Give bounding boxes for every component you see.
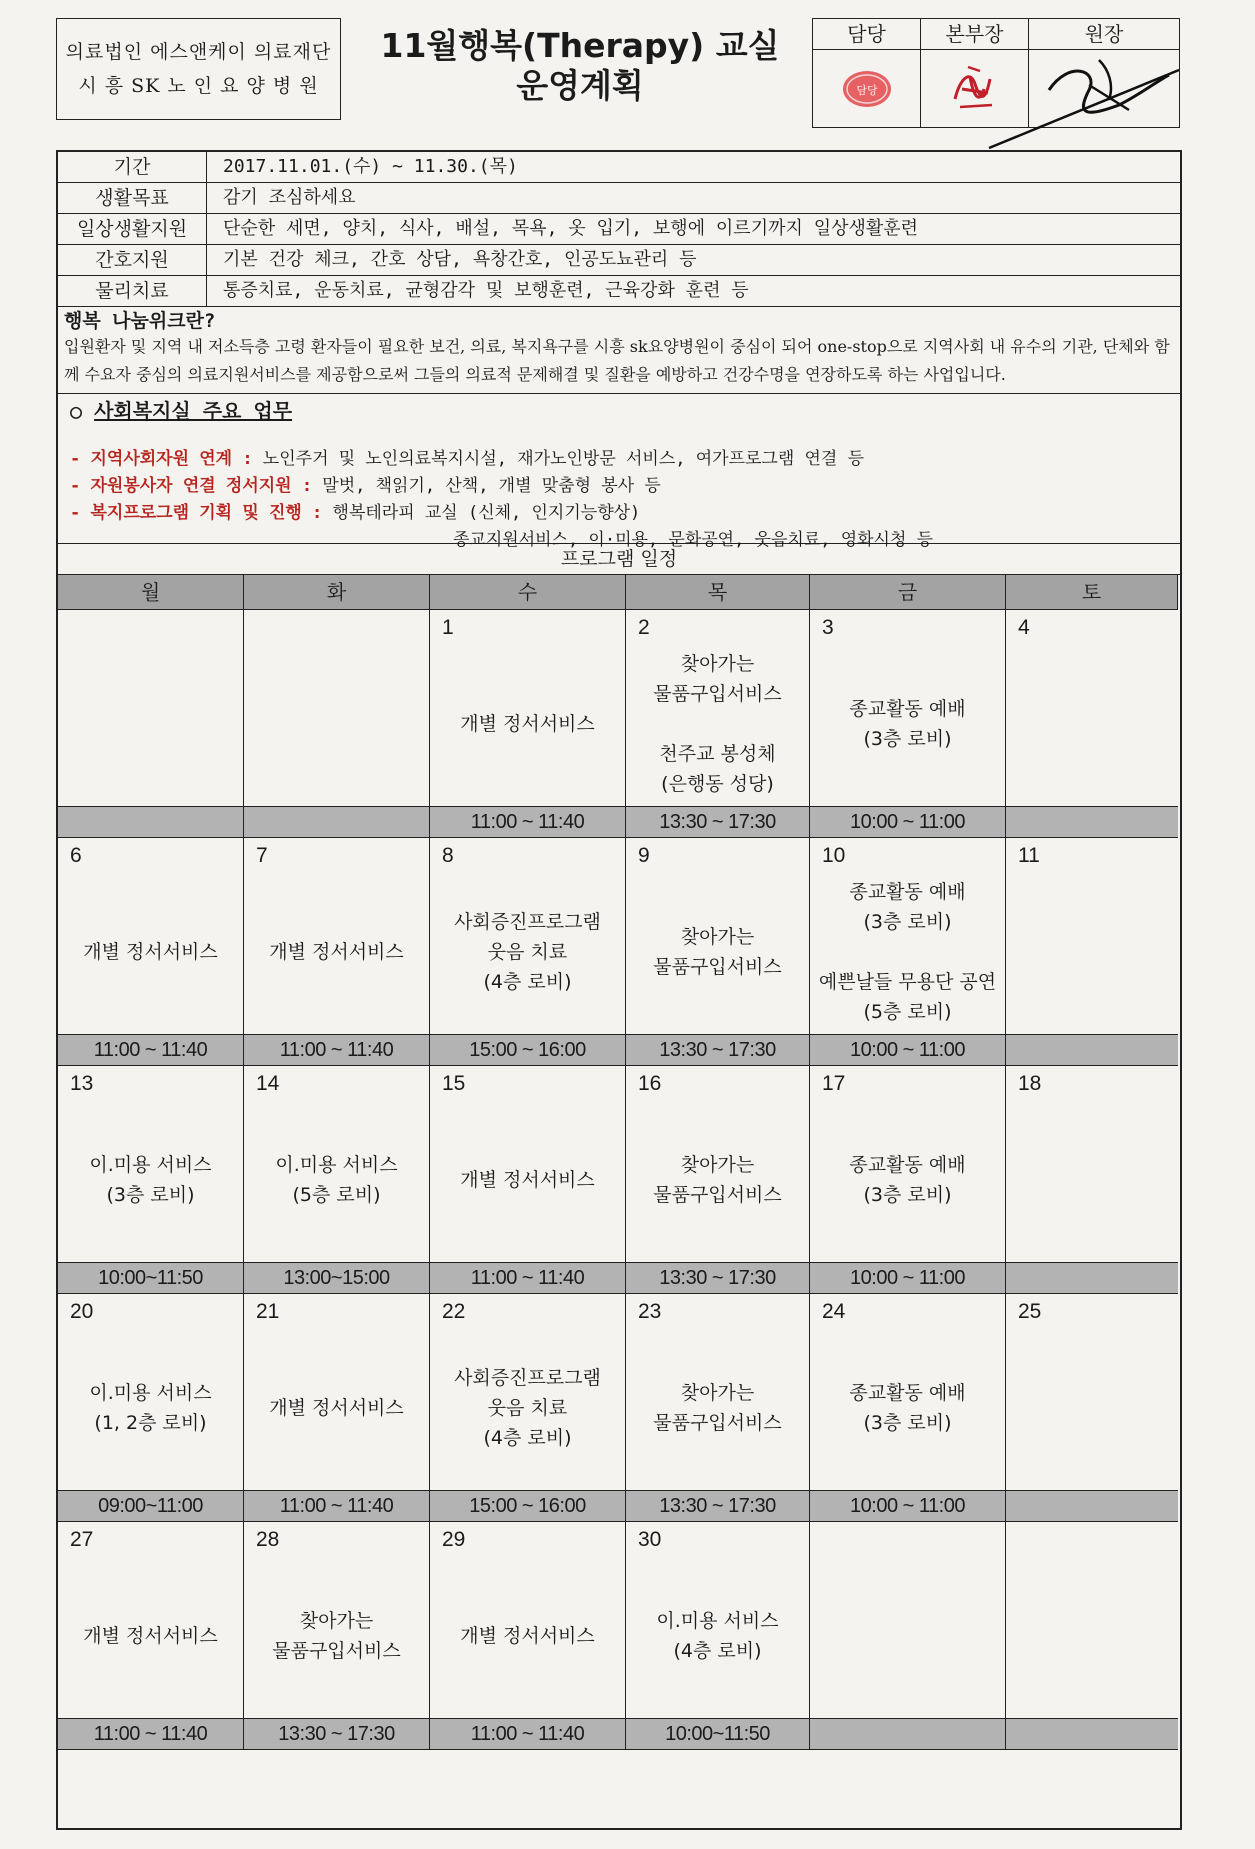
document-title (370, 26, 790, 106)
activity-text: 개별 정서서비스 (460, 1625, 595, 1647)
info-label: 물리치료 (58, 276, 207, 306)
day-header: 토 (1006, 575, 1178, 610)
time-slot: 11:00 ~ 11:40 (430, 1718, 626, 1750)
activity-text: 찾아가는 물품구입서비스 (653, 1154, 782, 1206)
calendar-day-cell (244, 838, 430, 1034)
activity-text: 찾아가는 물품구입서비스 (653, 926, 782, 978)
calendar-day-cell (810, 1522, 1006, 1718)
date-number: 27 (70, 1528, 94, 1551)
date-number: 6 (70, 844, 82, 867)
calendar-day-cell (810, 1294, 1006, 1490)
info-label: 기간 (58, 152, 207, 182)
info-row (58, 276, 1180, 307)
signature (921, 50, 1028, 127)
date-number: 28 (256, 1528, 280, 1551)
hospital-name: 시 흥 SK 노 인 요 양 병 원 (78, 75, 319, 97)
date-number: 14 (256, 1072, 280, 1095)
time-slot (1006, 1490, 1178, 1522)
date-number: 3 (822, 616, 834, 639)
day-header: 목 (626, 575, 810, 610)
activity-text: 종교활동 예배 (3층 로비) (849, 1382, 966, 1434)
approval-header: 담당 (813, 19, 920, 50)
info-row (58, 183, 1180, 214)
calendar-day-cell (810, 1066, 1006, 1262)
activity-text (1006, 874, 1178, 1030)
activity-text: 찾아가는 물품구입서비스 (272, 1610, 401, 1662)
calendar-day-cell (430, 610, 626, 806)
duty-item: - 지역사회자원 연계 : 노인주거 및 노인의료복지시설, 재가노인방문 서비스, 여가프로그램 연결 등 (70, 449, 864, 469)
activity-text: 종교활동 예배 (3층 로비) 예쁜날들 무용단 공연 (5층 로비) (818, 881, 997, 1023)
info-row (58, 152, 1180, 183)
time-slot: 13:30 ~ 17:30 (626, 1034, 810, 1066)
info-value: 2017.11.01.(수) ~ 11.30.(목) (223, 156, 518, 177)
time-slot: 11:00 ~ 11:40 (58, 1718, 244, 1750)
activity-text: 이.미용 서비스 (1, 2층 로비) (89, 1382, 212, 1434)
date-number: 23 (638, 1300, 662, 1323)
date-number: 4 (1018, 616, 1030, 639)
time-slot: 11:00 ~ 11:40 (244, 1490, 430, 1522)
duty-continuation: 종교지원서비스, 이·미용, 문화공연, 웃음치료, 영화시청 등 (453, 530, 934, 550)
calendar-day-cell (1006, 1294, 1178, 1490)
info-value: 기본 건강 체크, 간호 상담, 욕창간호, 인공도뇨관리 등 (223, 249, 697, 270)
organization-box (56, 18, 341, 120)
seal-stamp-icon (837, 66, 897, 112)
svg-text:담당: 담당 (855, 83, 878, 97)
activity-text: 개별 정서서비스 (460, 713, 595, 735)
calendar-day-cell (430, 1066, 626, 1262)
day-header: 금 (810, 575, 1006, 610)
plan-table (56, 150, 1182, 1830)
info-label: 일상생활지원 (58, 214, 207, 244)
activity-text: 종교활동 예배 (3층 로비) (849, 1154, 966, 1206)
time-slot: 11:00 ~ 11:40 (430, 806, 626, 838)
activity-text: 개별 정서서비스 (269, 941, 404, 963)
calendar-day-cell (1006, 838, 1178, 1034)
info-value: 단순한 세면, 양치, 식사, 배설, 목욕, 옷 입기, 보행에 이르기까지 일상생활훈련 (223, 218, 919, 239)
date-number: 18 (1018, 1072, 1042, 1095)
red-signature-icon (940, 59, 1010, 119)
date-number: 30 (638, 1528, 662, 1551)
calendar-day-cell (58, 1294, 244, 1490)
schedule-title: 프로그램 일정 (58, 544, 1180, 575)
time-slot: 09:00~11:00 (58, 1490, 244, 1522)
approval-director (920, 19, 1028, 127)
stamp (813, 50, 920, 127)
time-slot: 10:00 ~ 11:00 (810, 1262, 1006, 1294)
activity-text: 개별 정서서비스 (83, 1625, 218, 1647)
approval-box (812, 18, 1180, 128)
date-number: 29 (442, 1528, 466, 1551)
activity-text: 개별 정서서비스 (83, 941, 218, 963)
calendar-day-cell (430, 1294, 626, 1490)
activity-text (1006, 1558, 1178, 1714)
activity-text (1006, 646, 1178, 802)
time-slot: 13:30 ~ 17:30 (626, 1262, 810, 1294)
approval-head (1028, 19, 1179, 127)
duties-heading: ○ 사회복지실 주요 업무 (70, 399, 293, 423)
time-slot (1006, 1034, 1178, 1066)
calendar-day-cell (1006, 1066, 1178, 1262)
date-number: 25 (1018, 1300, 1042, 1323)
calendar-day-cell (430, 838, 626, 1034)
duty-item: - 자원봉사자 연결 정서지원 : 말벗, 책읽기, 산책, 개별 맞춤형 봉사 등 (70, 476, 661, 496)
time-slot: 13:30 ~ 17:30 (626, 1490, 810, 1522)
black-signature-icon (1029, 50, 1179, 160)
time-slot: 10:00~11:50 (58, 1262, 244, 1294)
calendar-day-cell (244, 1294, 430, 1490)
date-number: 20 (70, 1300, 94, 1323)
time-slot: 10:00 ~ 11:00 (810, 806, 1006, 838)
calendar-day-cell (626, 1066, 810, 1262)
activity-text: 이.미용 서비스 (4층 로비) (656, 1610, 779, 1662)
info-row (58, 245, 1180, 276)
time-slot (1006, 1262, 1178, 1294)
info-row (58, 214, 1180, 245)
signature (1029, 50, 1179, 160)
time-slot (58, 806, 244, 838)
intro-section (58, 307, 1180, 394)
calendar-day-cell (626, 1294, 810, 1490)
calendar-day-cell (244, 1066, 430, 1262)
intro-heading: 행복 나눔위크란? (64, 310, 216, 332)
time-slot: 15:00 ~ 16:00 (430, 1490, 626, 1522)
date-number: 15 (442, 1072, 466, 1095)
activity-text (1006, 1330, 1178, 1486)
time-slot: 10:00 ~ 11:00 (810, 1034, 1006, 1066)
calendar-day-cell (626, 838, 810, 1034)
calendar-day-cell (626, 610, 810, 806)
date-number: 16 (638, 1072, 662, 1095)
calendar-day-cell (626, 1522, 810, 1718)
organization-name: 의료법인 에스앤케이 의료재단 (65, 41, 332, 63)
date-number: 10 (822, 844, 846, 867)
title-line-2: 운영계획 (516, 66, 644, 105)
calendar-day-cell (244, 610, 430, 806)
time-slot: 10:00~11:50 (626, 1718, 810, 1750)
activity-text: 종교활동 예배 (3층 로비) (849, 698, 966, 750)
date-number: 9 (638, 844, 650, 867)
date-number: 2 (638, 616, 650, 639)
activity-text: 사회증진프로그램 웃음 치료 (4층 로비) (454, 911, 601, 993)
time-slot (810, 1718, 1006, 1750)
time-slot: 13:30 ~ 17:30 (626, 806, 810, 838)
day-header: 수 (430, 575, 626, 610)
time-slot (1006, 806, 1178, 838)
activity-text (58, 646, 243, 802)
activity-text (244, 646, 429, 802)
calendar-day-cell (1006, 1522, 1178, 1718)
duty-item: - 복지프로그램 기획 및 진행 : 행복테라피 교실 (신체, 인지기능향상) (70, 503, 641, 523)
title-line-1: 11월행복(Therapy) 교실 (380, 26, 780, 65)
activity-text: 이.미용 서비스 (5층 로비) (275, 1154, 398, 1206)
calendar-day-cell (430, 1522, 626, 1718)
date-number: 22 (442, 1300, 466, 1323)
time-slot (1006, 1718, 1178, 1750)
date-number: 8 (442, 844, 454, 867)
activity-text: 사회증진프로그램 웃음 치료 (4층 로비) (454, 1367, 601, 1449)
duties-section (58, 394, 1180, 550)
calendar-day-cell (810, 838, 1006, 1034)
time-slot: 13:00~15:00 (244, 1262, 430, 1294)
date-number: 21 (256, 1300, 280, 1323)
approval-header: 본부장 (921, 19, 1028, 50)
activity-text: 찾아가는 물품구입서비스 천주교 봉성체 (은행동 성당) (653, 653, 782, 795)
calendar-day-cell (58, 610, 244, 806)
date-number: 17 (822, 1072, 846, 1095)
activity-text: 개별 정서서비스 (269, 1397, 404, 1419)
time-slot (244, 806, 430, 838)
date-number: 7 (256, 844, 268, 867)
approval-header: 원장 (1029, 19, 1179, 50)
calendar-day-cell (244, 1522, 430, 1718)
time-slot: 11:00 ~ 11:40 (58, 1034, 244, 1066)
info-label: 간호지원 (58, 245, 207, 275)
activity-text (1006, 1102, 1178, 1258)
activity-text: 이.미용 서비스 (3층 로비) (89, 1154, 212, 1206)
day-header: 월 (58, 575, 244, 610)
activity-text: 찾아가는 물품구입서비스 (653, 1382, 782, 1434)
calendar-day-cell (58, 1066, 244, 1262)
approval-staff (813, 19, 920, 127)
day-header: 화 (244, 575, 430, 610)
activity-text (810, 1558, 1005, 1714)
time-slot: 13:30 ~ 17:30 (244, 1718, 430, 1750)
info-value: 감기 조심하세요 (223, 187, 356, 208)
date-number: 11 (1018, 844, 1040, 867)
time-slot: 11:00 ~ 11:40 (430, 1262, 626, 1294)
time-slot: 15:00 ~ 16:00 (430, 1034, 626, 1066)
schedule-grid (58, 575, 1180, 1750)
intro-text: 입원환자 및 지역 내 저소득층 고령 환자들이 필요한 보건, 의료, 복지욕구를 시흥 sk요양병원이 중심이 되어 one-stop으로 지역사회 내 유수의 기관, 단체와 함께 수요자 중심의 의료지원서비스를 제공함으로써 그들의 의료적 문제해결 및 질환을 예방하고 건강수명을 연장하도록 하는 사업입니다. (64, 337, 1170, 384)
calendar-day-cell (1006, 610, 1178, 806)
time-slot: 10:00 ~ 11:00 (810, 1490, 1006, 1522)
date-number: 24 (822, 1300, 846, 1323)
info-value: 통증치료, 운동치료, 균형감각 및 보행훈련, 근육강화 훈련 등 (223, 280, 749, 301)
calendar-day-cell (810, 610, 1006, 806)
activity-text: 개별 정서서비스 (460, 1169, 595, 1191)
date-number: 1 (442, 616, 454, 639)
date-number: 13 (70, 1072, 94, 1095)
info-label: 생활목표 (58, 183, 207, 213)
calendar-day-cell (58, 838, 244, 1034)
calendar-day-cell (58, 1522, 244, 1718)
time-slot: 11:00 ~ 11:40 (244, 1034, 430, 1066)
